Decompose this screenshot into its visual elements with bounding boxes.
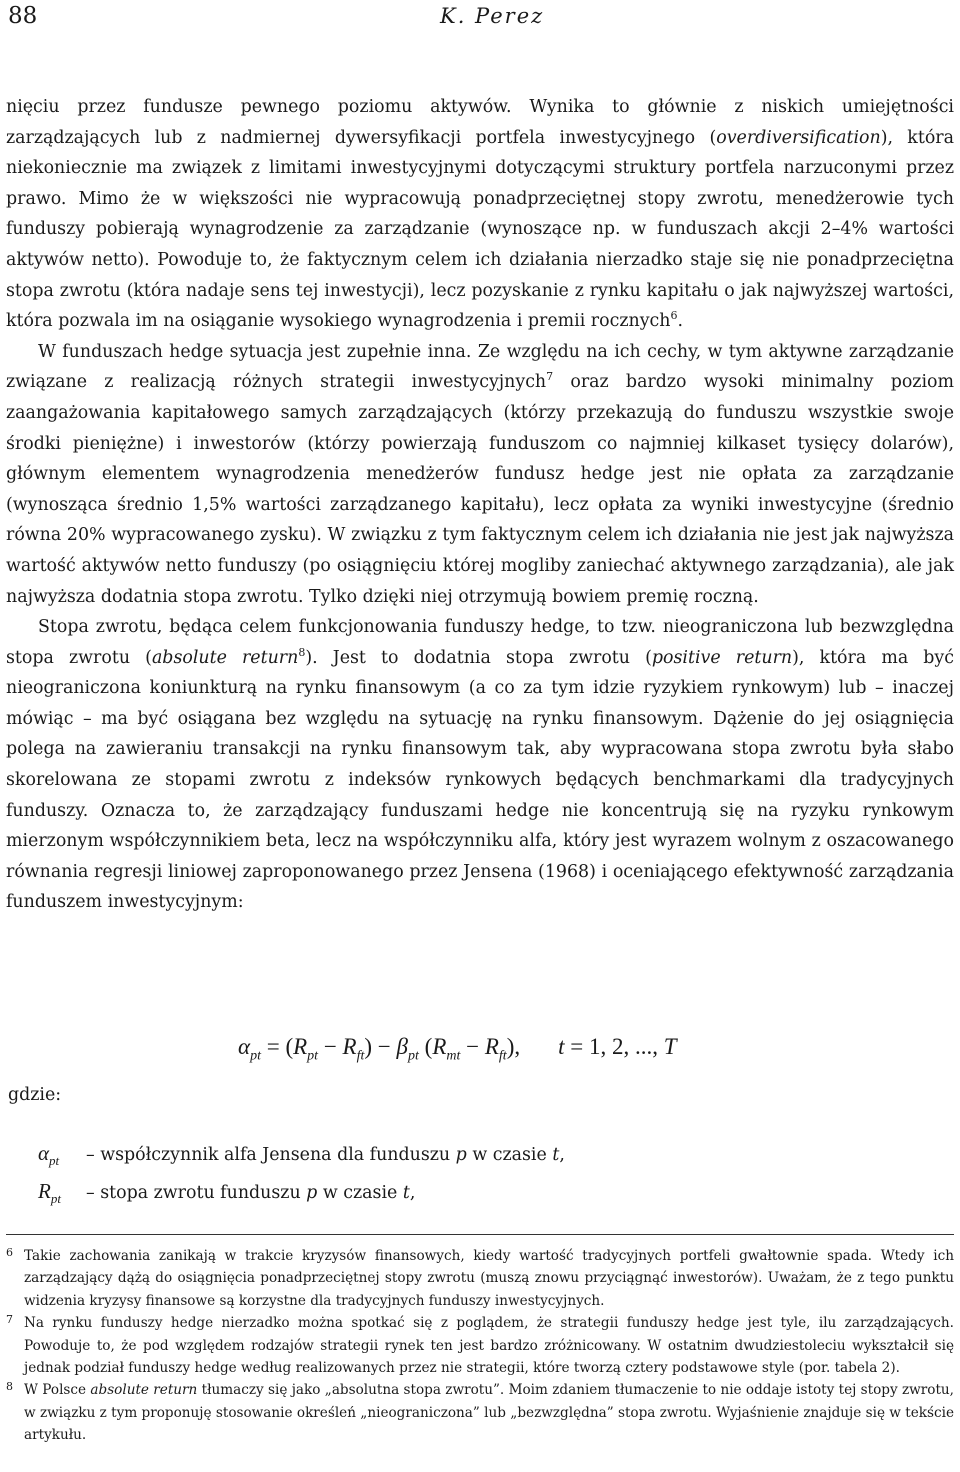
footnote-6: 6 Takie zachowania zanikają w trakcie kryzysów finansowych, kiedy wartość tradycyjnych portfeli gwałtownie spada. Wtedy ich zarządzający dążą do osiągnięcia ponadprzeciętnej stopy zwrotu (muszą znowu przyciągnąć inwestorów). Uważam, że z tego punktu widzenia kryzysy finansowe są korzystne dla tradycyjnych funduszy inwestycyjnych. — [6, 1245, 954, 1312]
term-overdiversification: overdiversification — [716, 127, 881, 148]
definition-alpha: $\alpha_{pt}$ – współczynnik alfa Jensena dla funduszu p w czasie t, — [38, 1141, 565, 1169]
running-header — [8, 2, 952, 32]
footnote-number: 7 — [6, 1313, 13, 1327]
paragraph: Stopa zwrotu, będąca celem funkcjonowania funduszy hedge, to tzw. nieograniczona lub bezwzględna stopa zwrotu (absolute return$^8$). Jest to dodatnia stopa zwrotu (positive return), która ma być nieograniczona koniunkturą na rynku finansowym (a co za tym idzie ryzykiem rynkowym) lub – inaczej mówiąc – ma być osiągana bez względu na sytuację na rynku finansowym. Dążenie do jej osiągnięcia polega na zawieraniu transakcji na rynku finansowym tak, aby wypracowana stopa zwrotu była słabo skorelowana ze stopami zwrotu z indeksów rynkowych będących benchmarkami dla tradycyjnych funduszy. Oznacza to, że zarządzający funduszami hedge nie koncentrują się na ryzyku rynkowym mierzonym współczynnikiem beta, lecz na współczynniku alfa, który jest wyrazem wolnym z oszacowanego równania regresji liniowej zaproponowanego przez Jensena (1968) i oceniającego efektywność zarządzania funduszem inwestycyjnym: — [6, 617, 955, 913]
footnote-number: 6 — [6, 1246, 13, 1259]
page-number: 88 — [8, 3, 38, 29]
equation-block — [0, 1030, 960, 1150]
symbol-definitions — [38, 1138, 938, 1214]
footnote-7: 7 Na rynku funduszy hedge nierzadko można spotkać się z poglądem, że strategii funduszy hedge jest tyle, ilu zarządzających. Powoduje to, że pod względem rodzajów strategii rynek ten jest bardzo zróżnicowany. W ostatnim dwudziestoleciu wykształcił się jednak podział funduszy hedge według realizowanych przez nie strategii, które tworzą cztery podstawowe style (por. tabela 2). — [6, 1312, 954, 1379]
footnote-ref-8[interactable]: 8 — [298, 645, 306, 659]
term-absolute-return: absolute return — [151, 647, 299, 668]
term-positive-return: positive return — [651, 647, 793, 668]
footnote-ref-7[interactable]: 7 — [546, 370, 554, 384]
footnote-divider — [6, 1234, 954, 1235]
paragraph: W funduszach hedge sytuacja jest zupełnie inna. Ze względu na ich cechy, w tym aktywne zarządzanie związane z realizacją różnych strategii inwestycyjnych$^7$ oraz bardzo wysoki minimalny poziom zaangażowania kapitałowego samych zarządzających (którzy przekazują do funduszu wszystkie swoje środki pieniężne) i inwestorów (którzy powierzają funduszom co najmniej kilkaset tysięcy dolarów), głównym elementem wynagrodzenia menedżerów fundusz hedge jest nie opłata za zarządzanie (wynosząca średnio 1,5% wartości zarządzanego kapitału), lecz opłata za wyniki inwestycyjne (średnio równa 20% wypracowanego zysku). W związku z tym faktycznym celem ich działania nie jest jak najwyższa wartość aktywów netto funduszy (po osiągnięciu której mogliby zaniechać aktywnego zarządzania), ale jak najwyższa dodatnia stopa zwrotu. Tylko dzięki niej otrzymują bowiem premię roczną. — [6, 341, 954, 607]
paragraph: nięciu przez fundusze pewnego poziomu aktywów. Wynika to głównie z niskich umiejętności zarządzających lub z nadmiernej dywersyfikacji portfela inwestycyjnego (overdiversification), która niekoniecznie ma związek z limitami inwestycyjnymi dotyczącymi struktury portfela narzuconymi przez prawo. Mimo że w większości nie wypracowują ponadprzeciętnej stopy zwrotu, menedżerowie tych funduszy pobierają wynagrodzenie za zarządzanie (wynoszące np. w funduszach akcji 2–4% wartości aktywów netto). Powoduje to, że faktycznym celem ich działania nierzadko staje się nie ponadprzeciętna stopa zwrotu (która nadaje sens tej inwestycji), lecz pozyskanie z rynku kapitału o jak najwyższej wartości, która pozwala im na osiąganie wysokiego wynagrodzenia i premii rocznych$^6$. — [6, 97, 954, 332]
where-label: gdzie: — [8, 1085, 62, 1105]
running-head-author: K. Perez — [440, 4, 545, 28]
body-text — [6, 92, 954, 918]
footnote-8: 8 W Polsce absolute return tłumaczy się jako „absolutna stopa zwrotu”. Moim zdaniem tłumaczenie to nie oddaje istoty tej stopy zwrotu, w związku z tym proponuję stosowanie określeń „nieograniczona” lub „bezwzględna” stopa zwrotu. Wyjaśnienie znajduje się w tekście artykułu. — [6, 1379, 954, 1446]
jensen-alpha-equation: $\alpha_{pt} = (R_{pt} - R_{ft}) - \beta_{pt}$ $(R_{mt} - R_{ft})$, t = 1, 2, ..., T — [238, 1034, 677, 1064]
footnote-number: 8 — [6, 1380, 13, 1394]
footnotes — [6, 1245, 954, 1447]
definition-return: $R_{pt}$ – stopa zwrotu funduszu p w czasie t, — [38, 1179, 416, 1207]
footnote-ref-6[interactable]: 6 — [670, 309, 678, 323]
